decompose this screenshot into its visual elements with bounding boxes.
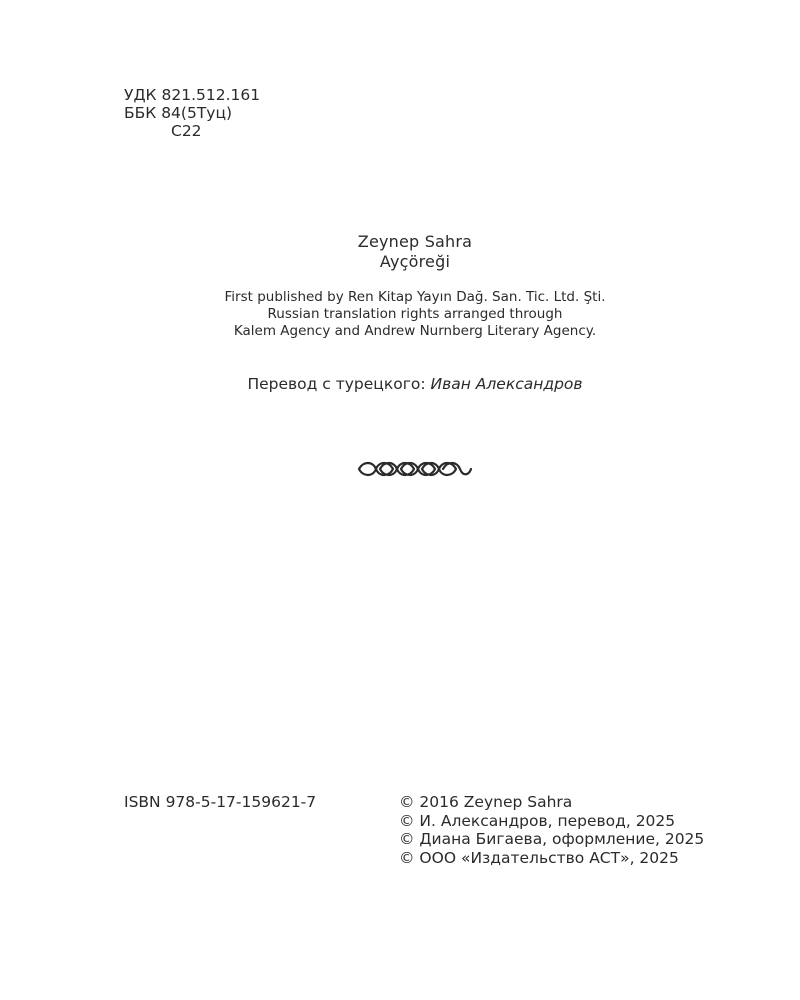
classification-block <box>124 86 260 140</box>
original-title: Ayçöreği <box>379 252 451 271</box>
rights-line: First published by Ren Kitap Yayın Dağ. San. Tic. Ltd. Şti. <box>224 289 606 305</box>
original-author: Zeynep Sahra <box>357 232 473 251</box>
udk-code: УДК 821.512.161 <box>124 86 261 104</box>
author-mark-code: С22 <box>171 122 202 140</box>
rights-line: Russian translation rights arranged through <box>267 306 563 322</box>
translation-credit <box>0 374 800 394</box>
rights-notice <box>0 289 800 340</box>
isbn-number: ISBN 978-5-17-159621-7 <box>124 793 317 811</box>
original-edition-block <box>0 232 800 272</box>
copyright-line: © Диана Бигаева, оформление, 2025 <box>399 830 705 848</box>
hearts-chain-ornament-icon <box>356 456 474 482</box>
bbk-code: ББК 84(5Туц) <box>124 104 233 122</box>
translation-label: Перевод с турецкого: <box>247 375 426 393</box>
copyright-line: © 2016 Zeynep Sahra <box>399 793 573 811</box>
rights-line: Kalem Agency and Andrew Nurnberg Literary Agency. <box>233 323 597 339</box>
copyright-block <box>399 793 704 867</box>
translator-name: Иван Александров <box>430 375 583 393</box>
copyright-line: © И. Александров, перевод, 2025 <box>399 811 676 830</box>
copyright-line: © ООО «Издательство АСТ», 2025 <box>399 848 679 867</box>
